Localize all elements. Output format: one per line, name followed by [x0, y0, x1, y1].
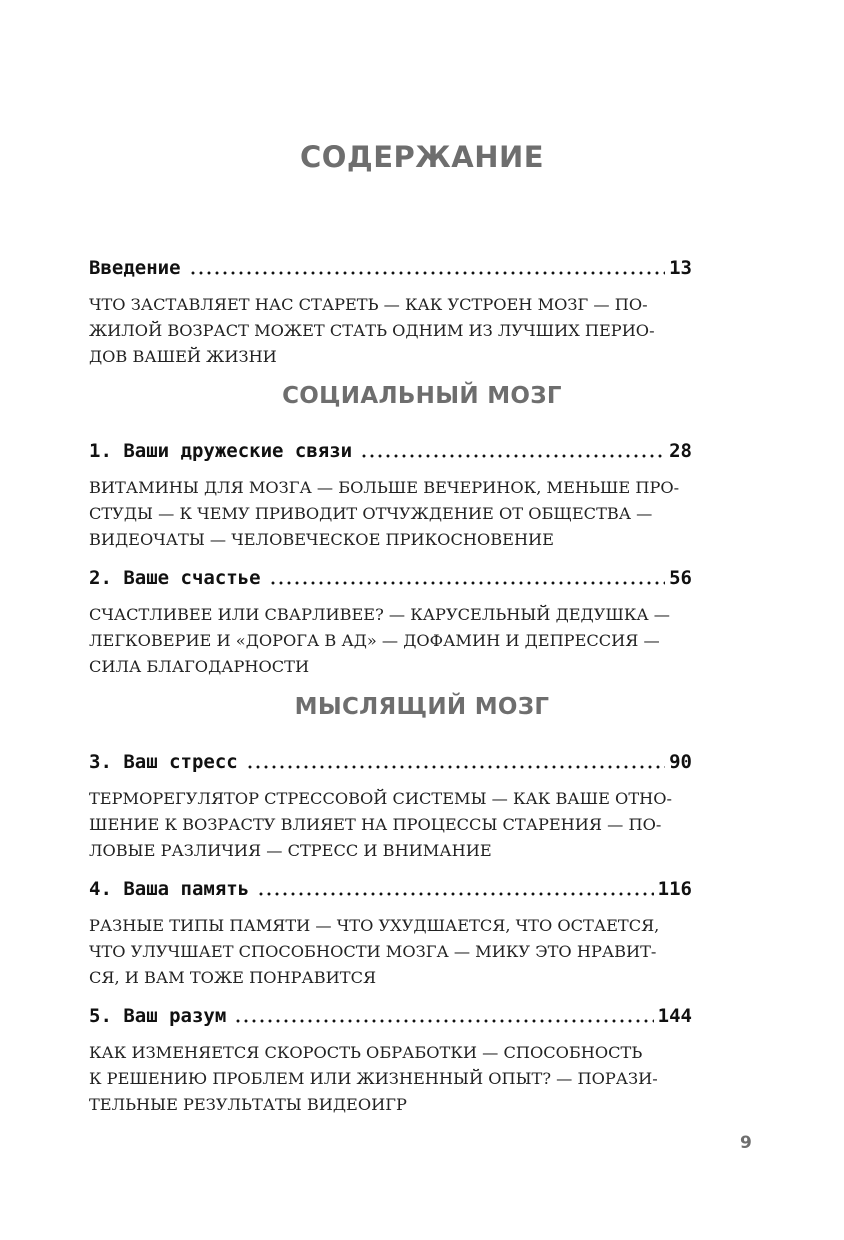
description-line: ЧТО УЛУЧШАЕТ СПОСОБНОСТИ МОЗГА — МИКУ ЭТО НРАВИТ- — [89, 942, 657, 961]
toc-entry-label: Введение — [89, 257, 181, 279]
description-line: СЧАСТЛИВЕЕ ИЛИ СВАРЛИВЕЕ? — КАРУСЕЛЬНЫЙ ДЕДУШКА — — [89, 605, 670, 624]
toc-entry-label: 5. Ваш разум — [89, 1005, 227, 1027]
dot-leader — [360, 454, 665, 458]
page-title: СОДЕРЖАНИЕ — [299, 140, 545, 174]
description-line: ВИДЕОЧАТЫ — ЧЕЛОВЕЧЕСКОЕ ПРИКОСНОВЕНИЕ — [89, 530, 554, 549]
description-line: ДОВ ВАШЕЙ ЖИЗНИ — [89, 347, 277, 366]
toc-entry-chapter-4[interactable] — [89, 876, 692, 991]
description-line: ШЕНИЕ К ВОЗРАСТУ ВЛИЯЕТ НА ПРОЦЕССЫ СТАРЕНИЯ — ПО- — [89, 815, 662, 834]
toc-entry-chapter-1[interactable] — [89, 438, 692, 553]
section-title-thinking-brain: МЫСЛЯЩИЙ МОЗГ — [294, 694, 550, 720]
toc-entry-label: 3. Ваш стресс — [89, 751, 238, 773]
description-line: ЛЕГКОВЕРИЕ И «ДОРОГА В АД» — ДОФАМИН И ДЕПРЕССИЯ — — [89, 631, 660, 650]
dot-leader — [257, 892, 654, 896]
toc-entry-chapter-5[interactable] — [89, 1003, 692, 1118]
toc-entry-description — [89, 602, 692, 680]
toc-entry-page-number: 144 — [657, 1005, 692, 1027]
toc-entry-page-number: 90 — [669, 751, 692, 773]
toc-entry-description — [89, 475, 692, 553]
dot-leader — [269, 581, 666, 585]
toc-entry-description — [89, 786, 692, 864]
toc-entry-label: 1. Ваши дружеские связи — [89, 440, 353, 462]
page-number: 9 — [740, 1133, 752, 1153]
description-line: РАЗНЫЕ ТИПЫ ПАМЯТИ — ЧТО УХУДШАЕТСЯ, ЧТО ОСТАЕТСЯ, — [89, 916, 660, 935]
toc-entry-label: 2. Ваше счастье — [89, 567, 261, 589]
description-line: ВИТАМИНЫ ДЛЯ МОЗГА — БОЛЬШЕ ВЕЧЕРИНОК, МЕНЬШЕ ПРО- — [89, 478, 680, 497]
description-line: ЧТО ЗАСТАВЛЯЕТ НАС СТАРЕТЬ — КАК УСТРОЕН МОЗГ — ПО- — [89, 295, 648, 314]
description-line: К РЕШЕНИЮ ПРОБЛЕМ ИЛИ ЖИЗНЕННЫЙ ОПЫТ? — ПОРАЗИ- — [89, 1069, 658, 1088]
section-title-social-brain: СОЦИАЛЬНЫЙ МОЗГ — [282, 383, 562, 409]
description-line: ТЕЛЬНЫЕ РЕЗУЛЬТАТЫ ВИДЕОИГР — [89, 1095, 407, 1114]
toc-entry-heading — [89, 255, 692, 281]
toc-entry-chapter-2[interactable] — [89, 565, 692, 680]
description-line: СИЛА БЛАГОДАРНОСТИ — [89, 657, 310, 676]
description-line: СТУДЫ — К ЧЕМУ ПРИВОДИТ ОТЧУЖДЕНИЕ ОТ ОБЩЕСТВА — — [89, 504, 653, 523]
toc-entry-page-number: 13 — [669, 257, 692, 279]
description-line: КАК ИЗМЕНЯЕТСЯ СКОРОСТЬ ОБРАБОТКИ — СПОСОБНОСТЬ — [89, 1043, 643, 1062]
toc-entry-description — [89, 913, 692, 991]
toc-entry-introduction[interactable] — [89, 255, 692, 370]
description-line: СЯ, И ВАМ ТОЖЕ ПОНРАВИТСЯ — [89, 968, 377, 987]
description-line: ЖИЛОЙ ВОЗРАСТ МОЖЕТ СТАТЬ ОДНИМ ИЗ ЛУЧШИХ ПЕРИО- — [89, 321, 655, 340]
toc-entry-heading — [89, 876, 692, 902]
toc-entry-chapter-3[interactable] — [89, 749, 692, 864]
toc-entry-heading — [89, 1003, 692, 1029]
description-line: ЛОВЫЕ РАЗЛИЧИЯ — СТРЕСС И ВНИМАНИЕ — [89, 841, 492, 860]
toc-entry-label: 4. Ваша память — [89, 878, 250, 900]
toc-entry-page-number: 56 — [669, 567, 692, 589]
description-line: ТЕРМОРЕГУЛЯТОР СТРЕССОВОЙ СИСТЕМЫ — КАК ВАШЕ ОТНО- — [89, 789, 672, 808]
toc-entry-heading — [89, 565, 692, 591]
toc-entry-description — [89, 1040, 692, 1118]
dot-leader — [189, 271, 666, 275]
dot-leader — [246, 765, 665, 769]
toc-entry-heading — [89, 438, 692, 464]
toc-entry-description — [89, 292, 692, 370]
toc-entry-heading — [89, 749, 692, 775]
toc-entry-page-number: 28 — [669, 440, 692, 462]
toc-entry-page-number: 116 — [657, 878, 692, 900]
dot-leader — [234, 1019, 653, 1023]
